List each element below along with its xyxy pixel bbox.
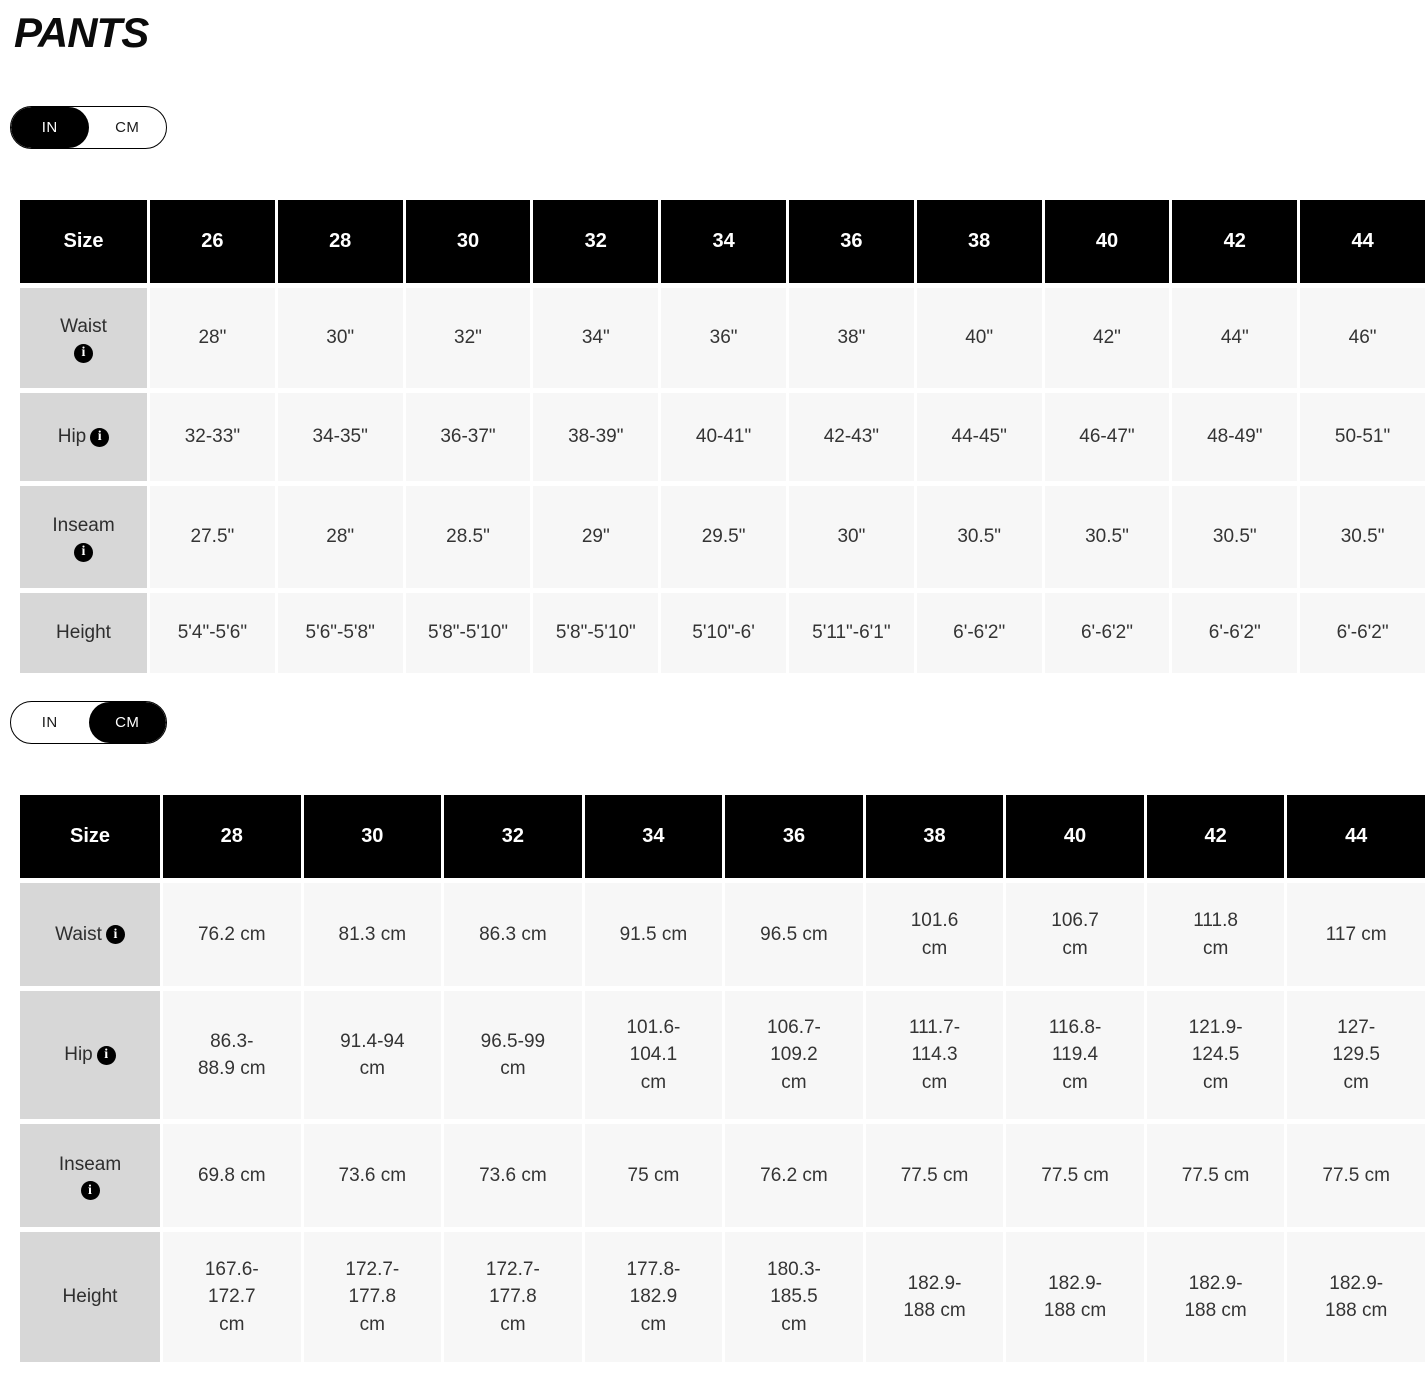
- size-column-header: 36: [725, 795, 863, 878]
- row-label-text: Waist: [60, 316, 107, 338]
- size-value-cell: 111.8 cm: [1147, 883, 1285, 986]
- size-value-cell: 101.6-104.1 cm: [585, 991, 723, 1119]
- size-value-cell: 96.5 cm: [725, 883, 863, 986]
- size-header-label: Size: [20, 795, 160, 878]
- size-column-header: 44: [1287, 795, 1425, 878]
- size-value-cell: 36": [661, 288, 786, 388]
- info-icon[interactable]: i: [97, 1046, 116, 1065]
- size-value-cell: 30.5": [1045, 486, 1170, 588]
- size-column-header: 42: [1172, 200, 1297, 283]
- size-value-cell: 30.5": [1300, 486, 1425, 588]
- size-table-inches: [20, 195, 1420, 678]
- size-value-cell: 28": [150, 288, 275, 388]
- size-value-cell: 27.5": [150, 486, 275, 588]
- size-value-cell: 34-35": [278, 393, 403, 481]
- size-value-cell: 36-37": [406, 393, 531, 481]
- size-value-cell: 75 cm: [585, 1124, 723, 1227]
- unit-toggle-in-table: [10, 106, 167, 149]
- size-value-cell: 86.3-88.9 cm: [163, 991, 301, 1119]
- size-value-cell: 101.6 cm: [866, 883, 1004, 986]
- size-value-cell: 77.5 cm: [1147, 1124, 1285, 1227]
- size-column-header: 34: [585, 795, 723, 878]
- size-value-cell: 5'6"-5'8": [278, 593, 403, 673]
- size-value-cell: 6'-6'2": [1172, 593, 1297, 673]
- size-value-cell: 44-45": [917, 393, 1042, 481]
- size-value-cell: 40-41": [661, 393, 786, 481]
- size-column-header: 40: [1006, 795, 1144, 878]
- row-label-text: Hip: [57, 426, 87, 448]
- size-value-cell: 5'10"-6': [661, 593, 786, 673]
- size-column-header: 44: [1300, 200, 1425, 283]
- size-value-cell: 42": [1045, 288, 1170, 388]
- size-column-header: 30: [304, 795, 442, 878]
- size-value-cell: 38-39": [533, 393, 658, 481]
- size-value-cell: 32": [406, 288, 531, 388]
- size-value-cell: 106.7 cm: [1006, 883, 1144, 986]
- row-label-hip: [20, 393, 147, 481]
- size-value-cell: 121.9-124.5 cm: [1147, 991, 1285, 1119]
- size-value-cell: 30.5": [1172, 486, 1297, 588]
- size-value-cell: 77.5 cm: [1287, 1124, 1425, 1227]
- size-value-cell: 172.7-177.8 cm: [304, 1232, 442, 1362]
- size-column-header: 42: [1147, 795, 1285, 878]
- row-label-inseam: [20, 486, 147, 588]
- row-label-hip: [20, 991, 160, 1119]
- size-column-header: 28: [278, 200, 403, 283]
- size-column-header: 30: [406, 200, 531, 283]
- page-title: PANTS: [14, 9, 149, 56]
- size-value-cell: 77.5 cm: [1006, 1124, 1144, 1227]
- size-value-cell: 182.9-188 cm: [866, 1232, 1004, 1362]
- row-label-height: [20, 1232, 160, 1362]
- size-value-cell: 5'4"-5'6": [150, 593, 275, 673]
- row-label-waist: [20, 288, 147, 388]
- info-icon[interactable]: i: [81, 1181, 100, 1200]
- row-label-text: Hip: [64, 1044, 93, 1066]
- size-value-cell: 42-43": [789, 393, 914, 481]
- size-value-cell: 40": [917, 288, 1042, 388]
- size-value-cell: 30": [278, 288, 403, 388]
- size-column-header: 34: [661, 200, 786, 283]
- size-column-header: 40: [1045, 200, 1170, 283]
- size-value-cell: 6'-6'2": [1300, 593, 1425, 673]
- size-value-cell: 127-129.5 cm: [1287, 991, 1425, 1119]
- size-value-cell: 5'8"-5'10": [533, 593, 658, 673]
- row-label-text: Inseam: [52, 515, 115, 537]
- row-label-height: [20, 593, 147, 673]
- size-value-cell: 116.8-119.4 cm: [1006, 991, 1144, 1119]
- size-value-cell: 117 cm: [1287, 883, 1425, 986]
- size-value-cell: 73.6 cm: [304, 1124, 442, 1227]
- size-value-cell: 6'-6'2": [917, 593, 1042, 673]
- size-value-cell: 76.2 cm: [725, 1124, 863, 1227]
- size-value-cell: 28.5": [406, 486, 531, 588]
- info-icon[interactable]: i: [106, 925, 125, 944]
- toggle-option-cm[interactable]: CM: [89, 702, 167, 743]
- size-value-cell: 28": [278, 486, 403, 588]
- size-value-cell: 76.2 cm: [163, 883, 301, 986]
- size-value-cell: 91.5 cm: [585, 883, 723, 986]
- size-value-cell: 50-51": [1300, 393, 1425, 481]
- row-label-text: Height: [56, 622, 111, 644]
- row-label-text: Waist: [55, 923, 102, 945]
- size-value-cell: 32-33": [150, 393, 275, 481]
- row-label-text: Height: [62, 1286, 118, 1308]
- size-value-cell: 29.5": [661, 486, 786, 588]
- size-value-cell: 172.7-177.8 cm: [444, 1232, 582, 1362]
- info-icon[interactable]: i: [74, 543, 93, 562]
- size-column-header: 32: [533, 200, 658, 283]
- size-value-cell: 46-47": [1045, 393, 1170, 481]
- size-column-header: 32: [444, 795, 582, 878]
- size-value-cell: 5'8"-5'10": [406, 593, 531, 673]
- info-icon[interactable]: i: [74, 344, 93, 363]
- size-value-cell: 73.6 cm: [444, 1124, 582, 1227]
- size-value-cell: 77.5 cm: [866, 1124, 1004, 1227]
- row-label-waist: [20, 883, 160, 986]
- info-icon[interactable]: i: [90, 428, 109, 447]
- toggle-option-in[interactable]: IN: [11, 107, 89, 148]
- size-column-header: 28: [163, 795, 301, 878]
- size-value-cell: 91.4-94 cm: [304, 991, 442, 1119]
- size-column-header: 38: [866, 795, 1004, 878]
- toggle-option-in[interactable]: IN: [41, 714, 58, 732]
- size-header-label: Size: [20, 200, 147, 283]
- size-column-header: 26: [150, 200, 275, 283]
- row-label-inseam: [20, 1124, 160, 1227]
- size-value-cell: 46": [1300, 288, 1425, 388]
- size-column-header: 38: [917, 200, 1042, 283]
- size-value-cell: 30.5": [917, 486, 1042, 588]
- toggle-option-cm[interactable]: CM: [115, 119, 140, 137]
- size-value-cell: 48-49": [1172, 393, 1297, 481]
- size-value-cell: 29": [533, 486, 658, 588]
- size-value-cell: 38": [789, 288, 914, 388]
- size-column-header: 36: [789, 200, 914, 283]
- size-value-cell: 167.6-172.7 cm: [163, 1232, 301, 1362]
- size-value-cell: 30": [789, 486, 914, 588]
- size-value-cell: 182.9-188 cm: [1287, 1232, 1425, 1362]
- size-value-cell: 111.7-114.3 cm: [866, 991, 1004, 1119]
- size-value-cell: 5'11"-6'1": [789, 593, 914, 673]
- size-value-cell: 177.8-182.9 cm: [585, 1232, 723, 1362]
- size-value-cell: 182.9-188 cm: [1006, 1232, 1144, 1362]
- size-table-centimeters: [20, 790, 1420, 1367]
- size-value-cell: 96.5-99 cm: [444, 991, 582, 1119]
- size-value-cell: 86.3 cm: [444, 883, 582, 986]
- unit-toggle-cm-table: [10, 701, 167, 744]
- size-value-cell: 44": [1172, 288, 1297, 388]
- size-value-cell: 34": [533, 288, 658, 388]
- size-value-cell: 106.7-109.2 cm: [725, 991, 863, 1119]
- size-value-cell: 6'-6'2": [1045, 593, 1170, 673]
- size-value-cell: 182.9-188 cm: [1147, 1232, 1285, 1362]
- size-value-cell: 81.3 cm: [304, 883, 442, 986]
- size-value-cell: 180.3-185.5 cm: [725, 1232, 863, 1362]
- size-value-cell: 69.8 cm: [163, 1124, 301, 1227]
- row-label-text: Inseam: [58, 1153, 122, 1175]
